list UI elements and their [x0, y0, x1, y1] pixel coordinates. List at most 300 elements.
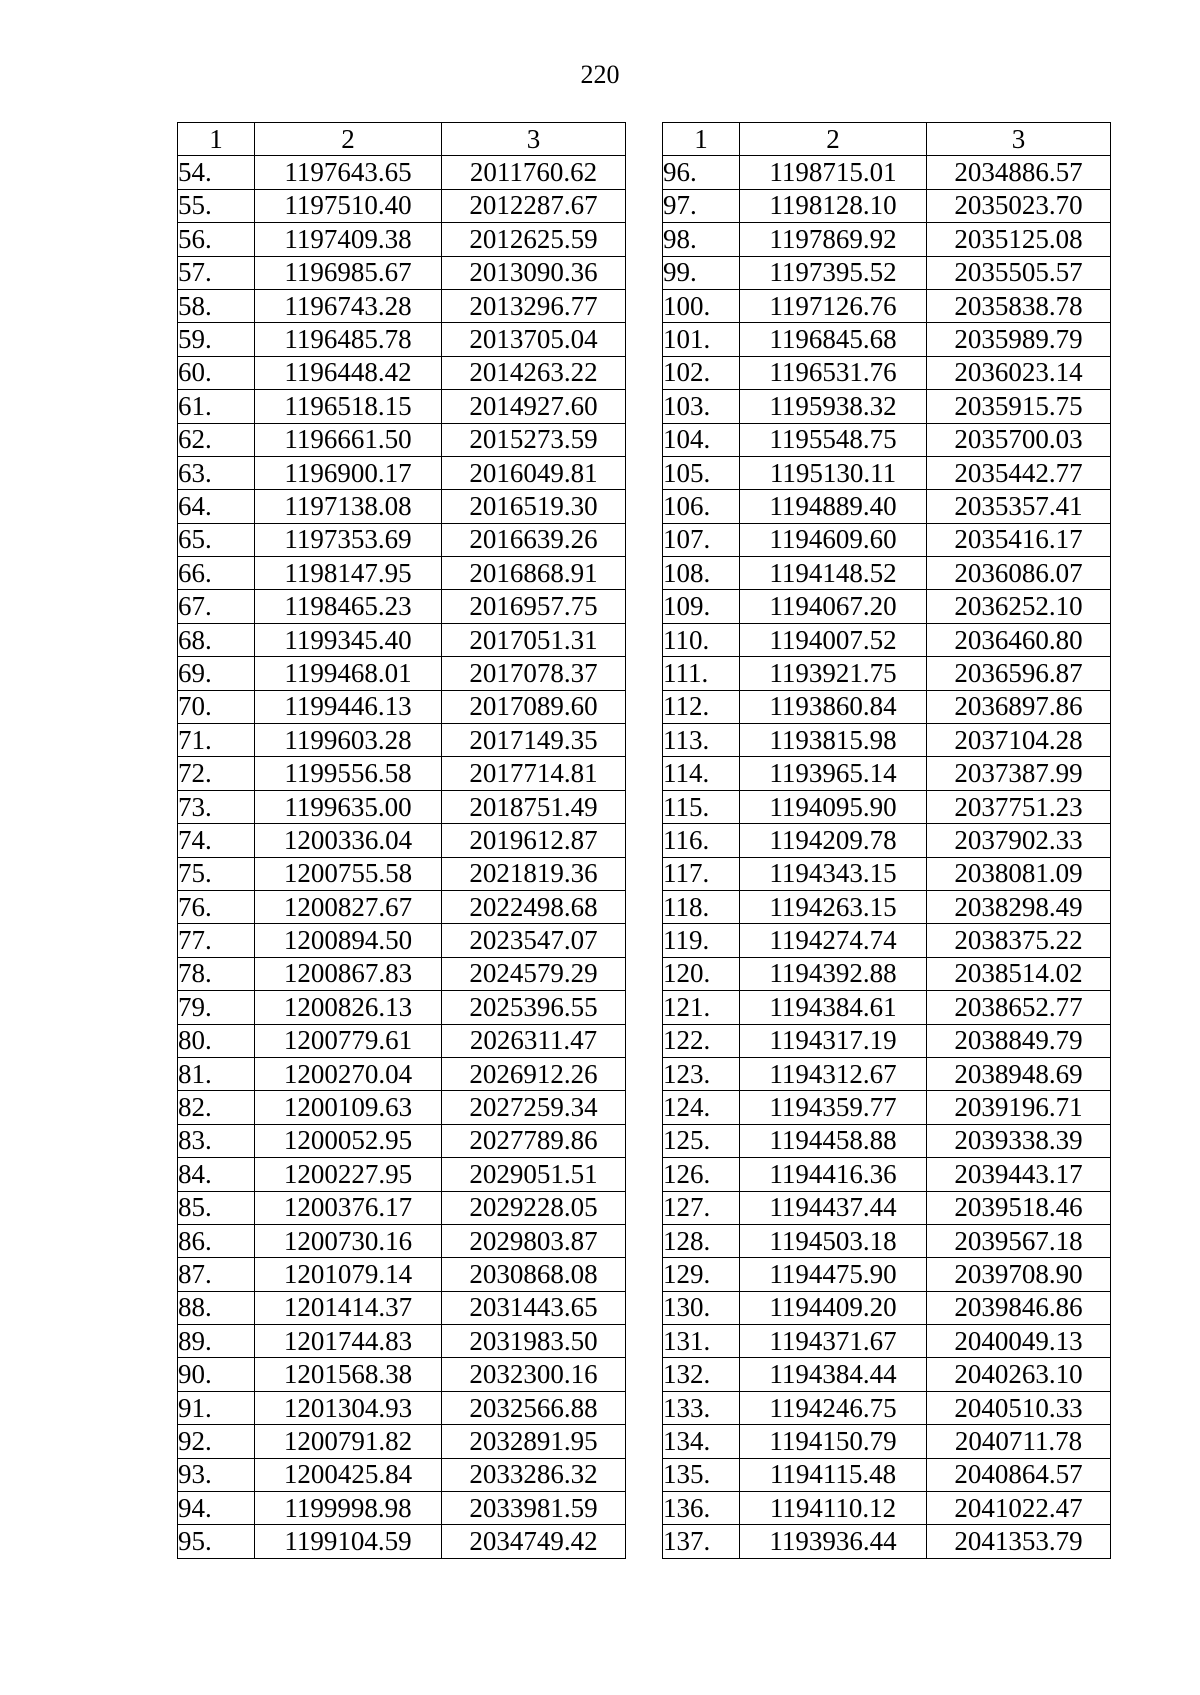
- table-row: [178, 991, 626, 1024]
- y-coordinate-cell: 2022498.68: [442, 890, 626, 923]
- table-row: [178, 1191, 626, 1224]
- x-coordinate-cell: 1196985.67: [255, 256, 442, 289]
- point-number-cell: 68.: [178, 623, 255, 656]
- point-number-cell: 89.: [178, 1325, 255, 1358]
- y-coordinate-cell: 2016868.91: [442, 557, 626, 590]
- column-header: 1: [663, 123, 740, 156]
- y-coordinate-cell: 2040049.13: [927, 1325, 1111, 1358]
- table-row: [663, 1224, 1111, 1257]
- point-number-cell: 123.: [663, 1057, 740, 1090]
- point-number-cell: 76.: [178, 890, 255, 923]
- x-coordinate-cell: 1194312.67: [740, 1057, 927, 1090]
- table-row: [178, 1458, 626, 1491]
- table-row: [663, 623, 1111, 656]
- table-row: [663, 1124, 1111, 1157]
- y-coordinate-cell: 2033286.32: [442, 1458, 626, 1491]
- point-number-cell: 137.: [663, 1525, 740, 1558]
- table-row: [663, 890, 1111, 923]
- point-number-cell: 124.: [663, 1091, 740, 1124]
- y-coordinate-cell: 2033981.59: [442, 1492, 626, 1525]
- table-row: [178, 957, 626, 990]
- table-row: [178, 189, 626, 222]
- point-number-cell: 56.: [178, 223, 255, 256]
- table-row: [663, 1191, 1111, 1224]
- y-coordinate-cell: 2019612.87: [442, 824, 626, 857]
- x-coordinate-cell: 1194110.12: [740, 1492, 927, 1525]
- y-coordinate-cell: 2017714.81: [442, 757, 626, 790]
- column-header: 3: [927, 123, 1111, 156]
- x-coordinate-cell: 1197138.08: [255, 490, 442, 523]
- table-row: [663, 390, 1111, 423]
- table-row: [178, 490, 626, 523]
- point-number-cell: 90.: [178, 1358, 255, 1391]
- point-number-cell: 87.: [178, 1258, 255, 1291]
- x-coordinate-cell: 1198147.95: [255, 557, 442, 590]
- y-coordinate-cell: 2039708.90: [927, 1258, 1111, 1291]
- x-coordinate-cell: 1200826.13: [255, 991, 442, 1024]
- table-row: [178, 1358, 626, 1391]
- table-row: [663, 456, 1111, 489]
- point-number-cell: 118.: [663, 890, 740, 923]
- point-number-cell: 77.: [178, 924, 255, 957]
- x-coordinate-cell: 1198715.01: [740, 156, 927, 189]
- point-number-cell: 115.: [663, 790, 740, 823]
- x-coordinate-cell: 1200052.95: [255, 1124, 442, 1157]
- table-row: [663, 1358, 1111, 1391]
- point-number-cell: 127.: [663, 1191, 740, 1224]
- table-row: [663, 657, 1111, 690]
- table-row: [663, 590, 1111, 623]
- y-coordinate-cell: 2015273.59: [442, 423, 626, 456]
- x-coordinate-cell: 1194067.20: [740, 590, 927, 623]
- y-coordinate-cell: 2012625.59: [442, 223, 626, 256]
- point-number-cell: 79.: [178, 991, 255, 1024]
- x-coordinate-cell: 1200827.67: [255, 890, 442, 923]
- point-number-cell: 100.: [663, 289, 740, 322]
- point-number-cell: 104.: [663, 423, 740, 456]
- y-coordinate-cell: 2037751.23: [927, 790, 1111, 823]
- y-coordinate-cell: 2016957.75: [442, 590, 626, 623]
- table-row: [178, 156, 626, 189]
- point-number-cell: 103.: [663, 390, 740, 423]
- y-coordinate-cell: 2014927.60: [442, 390, 626, 423]
- table-row: [663, 690, 1111, 723]
- x-coordinate-cell: 1193921.75: [740, 657, 927, 690]
- x-coordinate-cell: 1197395.52: [740, 256, 927, 289]
- y-coordinate-cell: 2011760.62: [442, 156, 626, 189]
- y-coordinate-cell: 2038514.02: [927, 957, 1111, 990]
- table-row: [663, 323, 1111, 356]
- x-coordinate-cell: 1194359.77: [740, 1091, 927, 1124]
- y-coordinate-cell: 2032891.95: [442, 1425, 626, 1458]
- point-number-cell: 54.: [178, 156, 255, 189]
- column-header: 2: [740, 123, 927, 156]
- x-coordinate-cell: 1199635.00: [255, 790, 442, 823]
- y-coordinate-cell: 2025396.55: [442, 991, 626, 1024]
- table-row: [178, 623, 626, 656]
- x-coordinate-cell: 1194503.18: [740, 1224, 927, 1257]
- column-header: 3: [442, 123, 626, 156]
- point-number-cell: 75.: [178, 857, 255, 890]
- y-coordinate-cell: 2035700.03: [927, 423, 1111, 456]
- x-coordinate-cell: 1194458.88: [740, 1124, 927, 1157]
- x-coordinate-cell: 1194095.90: [740, 790, 927, 823]
- y-coordinate-cell: 2037104.28: [927, 724, 1111, 757]
- x-coordinate-cell: 1196900.17: [255, 456, 442, 489]
- table-row: [178, 1325, 626, 1358]
- x-coordinate-cell: 1193815.98: [740, 724, 927, 757]
- x-coordinate-cell: 1194371.67: [740, 1325, 927, 1358]
- table-row: [178, 456, 626, 489]
- x-coordinate-cell: 1194007.52: [740, 623, 927, 656]
- point-number-cell: 126.: [663, 1158, 740, 1191]
- table-row: [663, 857, 1111, 890]
- x-coordinate-cell: 1194409.20: [740, 1291, 927, 1324]
- y-coordinate-cell: 2027259.34: [442, 1091, 626, 1124]
- x-coordinate-cell: 1200270.04: [255, 1057, 442, 1090]
- table-row: [663, 1158, 1111, 1191]
- x-coordinate-cell: 1194115.48: [740, 1458, 927, 1491]
- point-number-cell: 98.: [663, 223, 740, 256]
- point-number-cell: 84.: [178, 1158, 255, 1191]
- table-row: [663, 1492, 1111, 1525]
- y-coordinate-cell: 2040510.33: [927, 1391, 1111, 1424]
- y-coordinate-cell: 2035915.75: [927, 390, 1111, 423]
- table-row: [663, 924, 1111, 957]
- x-coordinate-cell: 1201568.38: [255, 1358, 442, 1391]
- table-row: [178, 1057, 626, 1090]
- point-number-cell: 134.: [663, 1425, 740, 1458]
- point-number-cell: 112.: [663, 690, 740, 723]
- y-coordinate-cell: 2039846.86: [927, 1291, 1111, 1324]
- table-row: [178, 523, 626, 556]
- x-coordinate-cell: 1196743.28: [255, 289, 442, 322]
- x-coordinate-cell: 1200425.84: [255, 1458, 442, 1491]
- point-number-cell: 125.: [663, 1124, 740, 1157]
- point-number-cell: 119.: [663, 924, 740, 957]
- y-coordinate-cell: 2036023.14: [927, 356, 1111, 389]
- y-coordinate-cell: 2013090.36: [442, 256, 626, 289]
- y-coordinate-cell: 2029803.87: [442, 1224, 626, 1257]
- point-number-cell: 102.: [663, 356, 740, 389]
- table-row: [663, 790, 1111, 823]
- y-coordinate-cell: 2041353.79: [927, 1525, 1111, 1558]
- point-number-cell: 91.: [178, 1391, 255, 1424]
- table-row: [663, 1024, 1111, 1057]
- point-number-cell: 72.: [178, 757, 255, 790]
- y-coordinate-cell: 2012287.67: [442, 189, 626, 222]
- point-number-cell: 63.: [178, 456, 255, 489]
- y-coordinate-cell: 2036252.10: [927, 590, 1111, 623]
- point-number-cell: 105.: [663, 456, 740, 489]
- x-coordinate-cell: 1194209.78: [740, 824, 927, 857]
- table-row: [178, 423, 626, 456]
- y-coordinate-cell: 2038298.49: [927, 890, 1111, 923]
- table-row: [178, 590, 626, 623]
- point-number-cell: 109.: [663, 590, 740, 623]
- point-number-cell: 59.: [178, 323, 255, 356]
- point-number-cell: 135.: [663, 1458, 740, 1491]
- y-coordinate-cell: 2035125.08: [927, 223, 1111, 256]
- table-row: [178, 1525, 626, 1558]
- point-number-cell: 96.: [663, 156, 740, 189]
- point-number-cell: 67.: [178, 590, 255, 623]
- table-row: [178, 1425, 626, 1458]
- x-coordinate-cell: 1197126.76: [740, 289, 927, 322]
- y-coordinate-cell: 2036460.80: [927, 623, 1111, 656]
- table-row: [663, 189, 1111, 222]
- x-coordinate-cell: 1200755.58: [255, 857, 442, 890]
- table-row: [663, 1425, 1111, 1458]
- point-number-cell: 92.: [178, 1425, 255, 1458]
- y-coordinate-cell: 2035838.78: [927, 289, 1111, 322]
- x-coordinate-cell: 1196661.50: [255, 423, 442, 456]
- x-coordinate-cell: 1196518.15: [255, 390, 442, 423]
- table-row: [178, 256, 626, 289]
- x-coordinate-cell: 1197643.65: [255, 156, 442, 189]
- table-row: [663, 490, 1111, 523]
- point-number-cell: 130.: [663, 1291, 740, 1324]
- point-number-cell: 116.: [663, 824, 740, 857]
- table-row: [178, 657, 626, 690]
- table-row: [178, 223, 626, 256]
- table-row: [663, 523, 1111, 556]
- x-coordinate-cell: 1194384.44: [740, 1358, 927, 1391]
- point-number-cell: 114.: [663, 757, 740, 790]
- point-number-cell: 132.: [663, 1358, 740, 1391]
- x-coordinate-cell: 1195548.75: [740, 423, 927, 456]
- y-coordinate-cell: 2041022.47: [927, 1492, 1111, 1525]
- y-coordinate-cell: 2013705.04: [442, 323, 626, 356]
- table-row: [663, 1057, 1111, 1090]
- y-coordinate-cell: 2029051.51: [442, 1158, 626, 1191]
- y-coordinate-cell: 2026311.47: [442, 1024, 626, 1057]
- x-coordinate-cell: 1199603.28: [255, 724, 442, 757]
- table-row: [663, 991, 1111, 1024]
- y-coordinate-cell: 2038375.22: [927, 924, 1111, 957]
- x-coordinate-cell: 1194150.79: [740, 1425, 927, 1458]
- y-coordinate-cell: 2034749.42: [442, 1525, 626, 1558]
- point-number-cell: 111.: [663, 657, 740, 690]
- y-coordinate-cell: 2040263.10: [927, 1358, 1111, 1391]
- table-row: [663, 757, 1111, 790]
- x-coordinate-cell: 1196485.78: [255, 323, 442, 356]
- y-coordinate-cell: 2017149.35: [442, 724, 626, 757]
- point-number-cell: 83.: [178, 1124, 255, 1157]
- point-number-cell: 57.: [178, 256, 255, 289]
- table-row: [178, 757, 626, 790]
- point-number-cell: 82.: [178, 1091, 255, 1124]
- y-coordinate-cell: 2036086.07: [927, 557, 1111, 590]
- table-row: [663, 557, 1111, 590]
- y-coordinate-cell: 2040711.78: [927, 1425, 1111, 1458]
- y-coordinate-cell: 2016519.30: [442, 490, 626, 523]
- x-coordinate-cell: 1196448.42: [255, 356, 442, 389]
- y-coordinate-cell: 2026912.26: [442, 1057, 626, 1090]
- point-number-cell: 73.: [178, 790, 255, 823]
- table-row: [178, 924, 626, 957]
- y-coordinate-cell: 2031983.50: [442, 1325, 626, 1358]
- table-row: [663, 289, 1111, 322]
- x-coordinate-cell: 1193965.14: [740, 757, 927, 790]
- x-coordinate-cell: 1200779.61: [255, 1024, 442, 1057]
- point-number-cell: 107.: [663, 523, 740, 556]
- x-coordinate-cell: 1200227.95: [255, 1158, 442, 1191]
- point-number-cell: 64.: [178, 490, 255, 523]
- point-number-cell: 71.: [178, 724, 255, 757]
- x-coordinate-cell: 1200109.63: [255, 1091, 442, 1124]
- y-coordinate-cell: 2032566.88: [442, 1391, 626, 1424]
- table-row: [663, 1091, 1111, 1124]
- table-row: [178, 790, 626, 823]
- x-coordinate-cell: 1194274.74: [740, 924, 927, 957]
- y-coordinate-cell: 2035505.57: [927, 256, 1111, 289]
- x-coordinate-cell: 1194416.36: [740, 1158, 927, 1191]
- x-coordinate-cell: 1199104.59: [255, 1525, 442, 1558]
- page-number: 220: [580, 60, 620, 89]
- table-row: [178, 724, 626, 757]
- y-coordinate-cell: 2038948.69: [927, 1057, 1111, 1090]
- y-coordinate-cell: 2030868.08: [442, 1258, 626, 1291]
- table-row: [178, 390, 626, 423]
- y-coordinate-cell: 2027789.86: [442, 1124, 626, 1157]
- point-number-cell: 55.: [178, 189, 255, 222]
- x-coordinate-cell: 1199446.13: [255, 690, 442, 723]
- point-number-cell: 85.: [178, 1191, 255, 1224]
- point-number-cell: 133.: [663, 1391, 740, 1424]
- y-coordinate-cell: 2018751.49: [442, 790, 626, 823]
- x-coordinate-cell: 1194343.15: [740, 857, 927, 890]
- x-coordinate-cell: 1198465.23: [255, 590, 442, 623]
- x-coordinate-cell: 1199998.98: [255, 1492, 442, 1525]
- x-coordinate-cell: 1194609.60: [740, 523, 927, 556]
- table-row: [663, 1325, 1111, 1358]
- table-row: [178, 1258, 626, 1291]
- table-row: [178, 1024, 626, 1057]
- point-number-cell: 81.: [178, 1057, 255, 1090]
- table-row: [663, 356, 1111, 389]
- y-coordinate-cell: 2021819.36: [442, 857, 626, 890]
- x-coordinate-cell: 1199468.01: [255, 657, 442, 690]
- x-coordinate-cell: 1201304.93: [255, 1391, 442, 1424]
- y-coordinate-cell: 2017051.31: [442, 623, 626, 656]
- table-row: [663, 957, 1111, 990]
- y-coordinate-cell: 2016639.26: [442, 523, 626, 556]
- x-coordinate-cell: 1200336.04: [255, 824, 442, 857]
- x-coordinate-cell: 1199556.58: [255, 757, 442, 790]
- x-coordinate-cell: 1199345.40: [255, 623, 442, 656]
- x-coordinate-cell: 1194889.40: [740, 490, 927, 523]
- x-coordinate-cell: 1201079.14: [255, 1258, 442, 1291]
- table-row: [663, 156, 1111, 189]
- x-coordinate-cell: 1195130.11: [740, 456, 927, 489]
- table-header-row: [663, 123, 1111, 156]
- x-coordinate-cell: 1194317.19: [740, 1024, 927, 1057]
- table-row: [178, 1492, 626, 1525]
- x-coordinate-cell: 1197869.92: [740, 223, 927, 256]
- x-coordinate-cell: 1197353.69: [255, 523, 442, 556]
- y-coordinate-cell: 2023547.07: [442, 924, 626, 957]
- table-row: [663, 256, 1111, 289]
- table-row: [178, 1391, 626, 1424]
- coordinates-table-left: [177, 122, 626, 1559]
- x-coordinate-cell: 1193860.84: [740, 690, 927, 723]
- point-number-cell: 108.: [663, 557, 740, 590]
- table-row: [178, 857, 626, 890]
- table-row: [663, 223, 1111, 256]
- y-coordinate-cell: 2031443.65: [442, 1291, 626, 1324]
- table-row: [663, 423, 1111, 456]
- y-coordinate-cell: 2035442.77: [927, 456, 1111, 489]
- y-coordinate-cell: 2038081.09: [927, 857, 1111, 890]
- y-coordinate-cell: 2035023.70: [927, 189, 1111, 222]
- column-header: 2: [255, 123, 442, 156]
- x-coordinate-cell: 1198128.10: [740, 189, 927, 222]
- table-row: [178, 557, 626, 590]
- x-coordinate-cell: 1194246.75: [740, 1391, 927, 1424]
- table-row: [663, 1525, 1111, 1558]
- coordinates-table-right: [662, 122, 1111, 1559]
- x-coordinate-cell: 1196845.68: [740, 323, 927, 356]
- y-coordinate-cell: 2024579.29: [442, 957, 626, 990]
- x-coordinate-cell: 1194475.90: [740, 1258, 927, 1291]
- y-coordinate-cell: 2036596.87: [927, 657, 1111, 690]
- table-row: [178, 1091, 626, 1124]
- y-coordinate-cell: 2039196.71: [927, 1091, 1111, 1124]
- y-coordinate-cell: 2014263.22: [442, 356, 626, 389]
- point-number-cell: 120.: [663, 957, 740, 990]
- point-number-cell: 99.: [663, 256, 740, 289]
- point-number-cell: 62.: [178, 423, 255, 456]
- x-coordinate-cell: 1196531.76: [740, 356, 927, 389]
- table-row: [178, 1124, 626, 1157]
- x-coordinate-cell: 1194392.88: [740, 957, 927, 990]
- point-number-cell: 58.: [178, 289, 255, 322]
- y-coordinate-cell: 2037902.33: [927, 824, 1111, 857]
- point-number-cell: 113.: [663, 724, 740, 757]
- x-coordinate-cell: 1194437.44: [740, 1191, 927, 1224]
- x-coordinate-cell: 1200730.16: [255, 1224, 442, 1257]
- point-number-cell: 95.: [178, 1525, 255, 1558]
- x-coordinate-cell: 1201744.83: [255, 1325, 442, 1358]
- table-row: [178, 356, 626, 389]
- y-coordinate-cell: 2038849.79: [927, 1024, 1111, 1057]
- x-coordinate-cell: 1194384.61: [740, 991, 927, 1024]
- table-row: [178, 1291, 626, 1324]
- point-number-cell: 129.: [663, 1258, 740, 1291]
- y-coordinate-cell: 2038652.77: [927, 991, 1111, 1024]
- table-header-row: [178, 123, 626, 156]
- y-coordinate-cell: 2040864.57: [927, 1458, 1111, 1491]
- point-number-cell: 88.: [178, 1291, 255, 1324]
- x-coordinate-cell: 1200791.82: [255, 1425, 442, 1458]
- point-number-cell: 70.: [178, 690, 255, 723]
- x-coordinate-cell: 1200376.17: [255, 1191, 442, 1224]
- point-number-cell: 106.: [663, 490, 740, 523]
- table-row: [663, 1391, 1111, 1424]
- table-row: [178, 824, 626, 857]
- point-number-cell: 93.: [178, 1458, 255, 1491]
- y-coordinate-cell: 2039443.17: [927, 1158, 1111, 1191]
- table-row: [178, 323, 626, 356]
- y-coordinate-cell: 2039567.18: [927, 1224, 1111, 1257]
- point-number-cell: 121.: [663, 991, 740, 1024]
- y-coordinate-cell: 2036897.86: [927, 690, 1111, 723]
- x-coordinate-cell: 1201414.37: [255, 1291, 442, 1324]
- point-number-cell: 110.: [663, 623, 740, 656]
- point-number-cell: 97.: [663, 189, 740, 222]
- y-coordinate-cell: 2017089.60: [442, 690, 626, 723]
